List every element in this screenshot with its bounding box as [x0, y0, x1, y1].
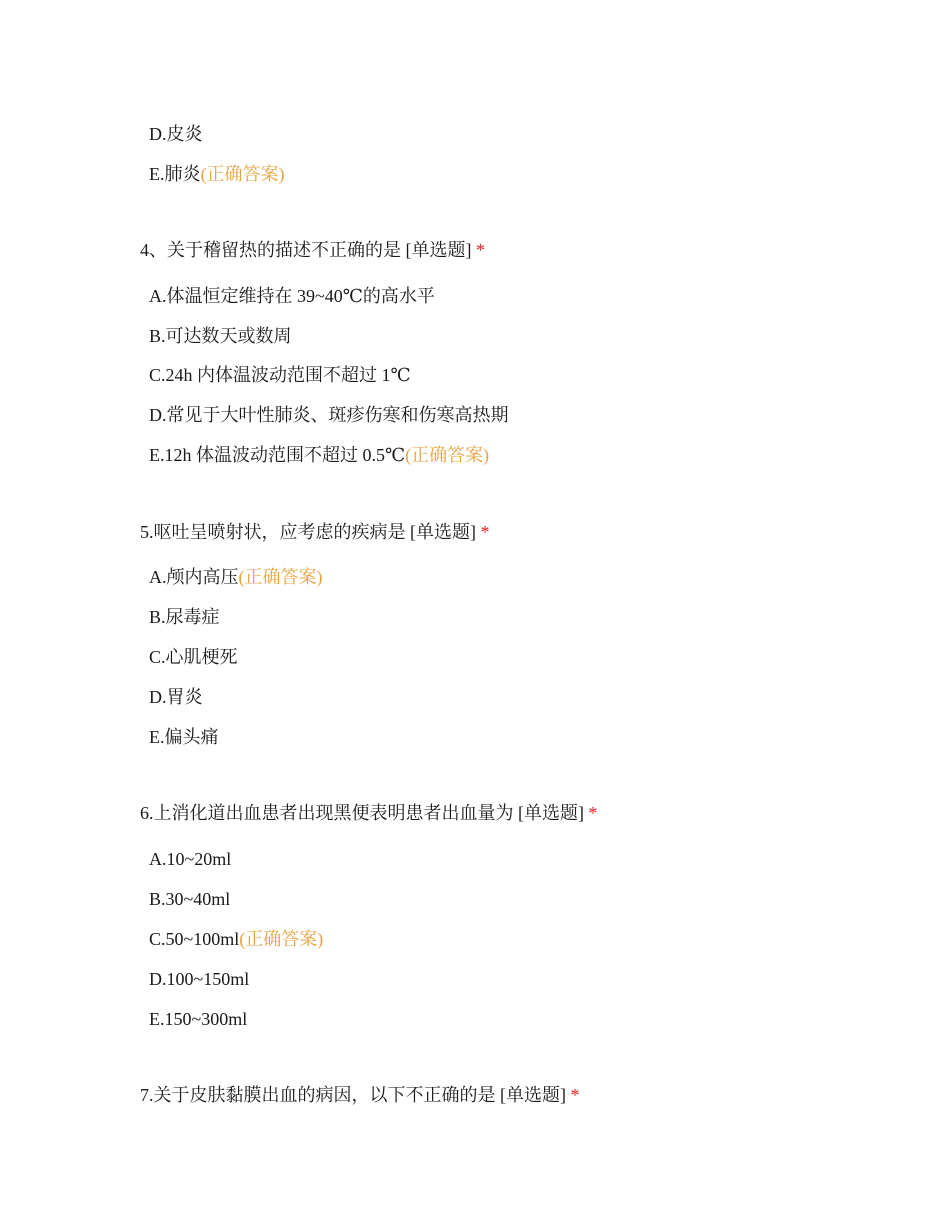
- option-text: E.偏头痛: [149, 727, 219, 747]
- option-item: [149, 566, 323, 588]
- question-title: [140, 1084, 580, 1106]
- option-item: [149, 285, 435, 307]
- option-item: [149, 123, 203, 145]
- option-item: [149, 404, 509, 426]
- option-text: B.尿毒症: [149, 607, 220, 627]
- option-text: C.24h 内体温波动范围不超过 1℃: [149, 365, 411, 385]
- option-text: E.肺炎: [149, 164, 201, 184]
- option-text: E.150~300ml: [149, 1009, 248, 1029]
- option-text: D.皮炎: [149, 124, 203, 144]
- option-item: [149, 686, 203, 708]
- option-text: B.可达数天或数周: [149, 326, 292, 346]
- option-text: C.50~100ml: [149, 929, 240, 949]
- question-type-tag: [单选题]: [500, 1085, 566, 1105]
- question-text: 5.呕吐呈喷射状，应考虑的疾病是: [140, 522, 406, 542]
- option-item: [149, 968, 249, 990]
- option-text: D.胃炎: [149, 687, 203, 707]
- correct-answer-mark: (正确答案): [239, 929, 324, 949]
- option-item: [149, 928, 323, 950]
- option-text: B.30~40ml: [149, 889, 231, 909]
- option-item: [149, 888, 230, 910]
- required-mark: *: [588, 803, 598, 823]
- question-title: [140, 239, 485, 261]
- option-item: [149, 646, 238, 668]
- option-text: A.体温恒定维持在 39~40℃的高水平: [149, 286, 435, 306]
- correct-answer-mark: (正确答案): [405, 445, 490, 465]
- option-item: [149, 726, 219, 748]
- question-title: [140, 521, 490, 543]
- option-item: [149, 364, 411, 386]
- option-text: D.100~150ml: [149, 969, 250, 989]
- required-mark: *: [480, 522, 490, 542]
- question-type-tag: [单选题]: [518, 803, 584, 823]
- option-text: A.颅内高压: [149, 567, 239, 587]
- option-item: [149, 163, 285, 185]
- option-text: A.10~20ml: [149, 849, 232, 869]
- option-item: [149, 325, 292, 347]
- option-text: D.常见于大叶性肺炎、斑疹伤寒和伤寒高热期: [149, 405, 509, 425]
- option-item: [149, 1008, 247, 1030]
- question-text: 6.上消化道出血患者出现黑便表明患者出血量为: [140, 803, 514, 823]
- option-item: [149, 848, 231, 870]
- question-text: 4、关于稽留热的描述不正确的是: [140, 240, 401, 260]
- question-text: 7.关于皮肤黏膜出血的病因，以下不正确的是: [140, 1085, 496, 1105]
- option-text: E.12h 体温波动范围不超过 0.5℃: [149, 445, 406, 465]
- question-type-tag: [单选题]: [410, 522, 476, 542]
- question-title: [140, 802, 598, 824]
- required-mark: *: [570, 1085, 580, 1105]
- question-type-tag: [单选题]: [405, 240, 472, 260]
- option-item: [149, 444, 489, 466]
- option-item: [149, 606, 220, 628]
- correct-answer-mark: (正确答案): [238, 567, 323, 587]
- required-mark: *: [476, 240, 485, 260]
- option-text: C.心肌梗死: [149, 647, 238, 667]
- correct-answer-mark: (正确答案): [200, 164, 285, 184]
